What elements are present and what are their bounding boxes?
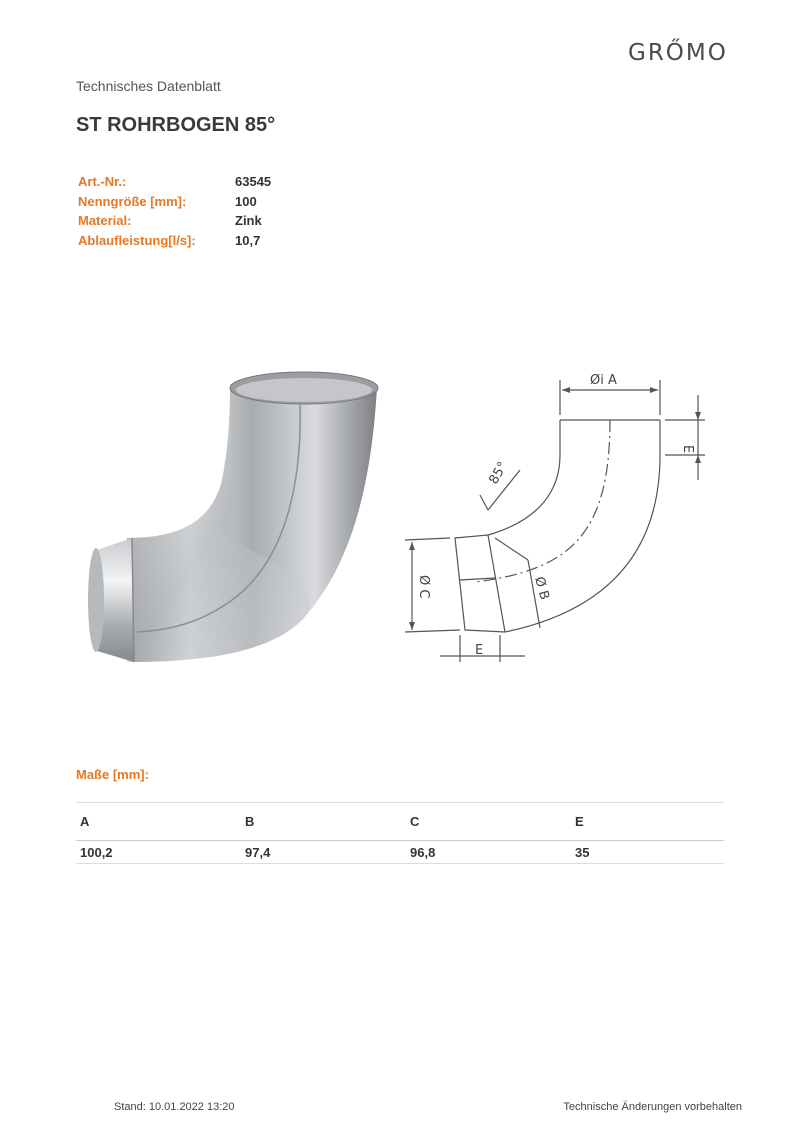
specs-list — [78, 174, 271, 252]
spec-value: Zink — [235, 213, 262, 228]
spec-label: Nenngröße [mm]: — [78, 193, 187, 209]
table-header-row — [76, 803, 724, 841]
spec-row-flow — [78, 233, 271, 253]
dim-a-label: Øi A — [590, 373, 617, 388]
value-a: 100,2 — [76, 841, 241, 864]
dim-e-bottom-label: E — [475, 643, 484, 658]
header-a: A — [76, 803, 241, 841]
spec-value: 100 — [235, 193, 257, 209]
spec-label: Ablaufleistung[l/s]: — [78, 232, 196, 248]
technical-drawing — [400, 360, 720, 670]
value-c: 96,8 — [406, 841, 571, 864]
spec-row-article — [78, 174, 271, 194]
dimensions-title: Maße [mm]: — [76, 767, 149, 782]
dimensions-table — [76, 802, 724, 864]
spec-row-material — [78, 213, 271, 233]
dim-c-label: Ø C — [416, 575, 431, 599]
spec-label: Art.-Nr.: — [78, 174, 127, 189]
value-b: 97,4 — [241, 841, 406, 864]
header-b: B — [241, 803, 406, 841]
document-type: Technisches Datenblatt — [76, 78, 221, 94]
spec-label: Material: — [78, 213, 132, 228]
value-e: 35 — [571, 841, 724, 864]
page-title: ST ROHRBOGEN 85° — [76, 114, 276, 136]
table-row — [76, 841, 724, 864]
footer-stand: Stand: 10.01.2022 13:20 — [114, 1101, 235, 1113]
footer-note: Technische Änderungen vorbehalten — [563, 1101, 742, 1113]
header-e: E — [571, 803, 724, 841]
dim-b-label: Ø B — [531, 575, 552, 602]
spec-row-size — [78, 194, 271, 214]
header-c: C — [406, 803, 571, 841]
spec-value: 10,7 — [235, 232, 261, 248]
angle-label: 85° — [486, 459, 511, 487]
spec-value: 63545 — [235, 174, 272, 189]
dim-e-top-label: E — [680, 445, 695, 454]
brand-logo: GRŐMO — [628, 40, 728, 66]
product-photo — [72, 360, 392, 670]
